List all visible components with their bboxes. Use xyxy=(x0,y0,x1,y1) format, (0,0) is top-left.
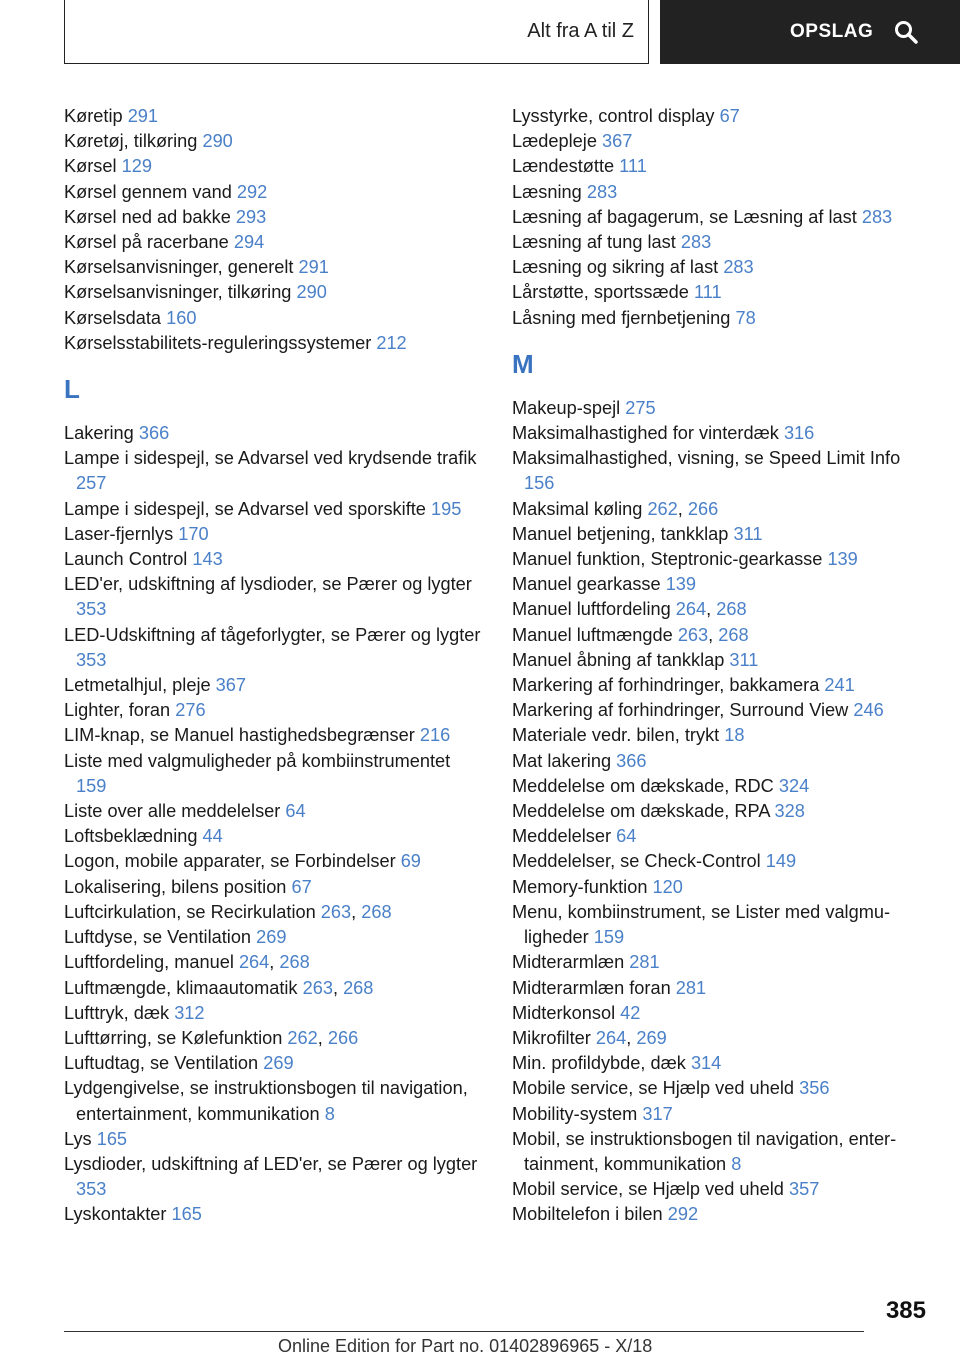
index-entry xyxy=(64,331,484,356)
footer-divider xyxy=(64,1331,864,1332)
index-column-right xyxy=(512,104,932,1228)
index-entry: Mikrofilter 264, 269 xyxy=(512,1027,667,1048)
page-reference-link[interactable]: 195 xyxy=(430,498,462,519)
index-entry xyxy=(512,875,932,900)
page-reference-link[interactable]: 281 xyxy=(675,977,707,998)
page-reference-link[interactable]: 283 xyxy=(861,206,893,227)
index-entry xyxy=(64,180,484,205)
page-reference-link[interactable]: 292 xyxy=(667,1204,699,1225)
index-entry-text: Låsning med fjernbetjening xyxy=(512,307,731,328)
index-entry xyxy=(64,205,484,230)
page-reference-link[interactable]: 263 xyxy=(320,901,352,922)
index-entry xyxy=(512,950,932,975)
page-reference-link[interactable]: 129 xyxy=(121,156,152,177)
page-reference-link[interactable]: 353 xyxy=(76,1179,107,1200)
page-reference-link[interactable]: 67 xyxy=(719,106,740,126)
page-reference-link[interactable]: 8 xyxy=(324,1103,335,1124)
page-reference-link[interactable]: 257 xyxy=(76,473,107,494)
index-entry xyxy=(512,648,932,673)
page-reference-link[interactable]: 156 xyxy=(524,473,555,494)
page-reference-link[interactable]: 64 xyxy=(285,801,306,822)
index-entry xyxy=(64,497,484,522)
index-entry xyxy=(64,421,484,446)
index-entry-text: Mobility-system xyxy=(512,1103,638,1124)
index-entry xyxy=(64,1127,484,1152)
page-reference-link[interactable]: 281 xyxy=(629,952,660,973)
index-entry xyxy=(64,1001,484,1026)
index-entry-text: LED-Udskiftning af tågeforlygter, se Pærer og lygter xyxy=(64,624,481,645)
page-reference-link[interactable]: 312 xyxy=(174,1002,205,1023)
index-entry xyxy=(512,900,932,950)
page-reference-link[interactable]: 246 xyxy=(853,700,884,721)
index-entry-text: Lampe i sidespejl, se Advarsel ved sporskifte xyxy=(64,498,426,519)
page-reference-link[interactable]: 366 xyxy=(616,750,647,771)
page-reference-link[interactable]: 262 xyxy=(287,1027,318,1048)
index-entry xyxy=(512,1001,932,1026)
index-entry-text: Manuel luftfordeling xyxy=(512,599,671,620)
page-reference-link[interactable]: 283 xyxy=(680,232,712,253)
page-reference-link[interactable]: 111 xyxy=(693,282,722,303)
index-entry-text: Kørselsanvisninger, tilkøring xyxy=(64,282,292,303)
index-entry-text: Lysstyrke, control display xyxy=(512,106,715,126)
page-reference-link[interactable]: 357 xyxy=(789,1179,820,1200)
page-reference-link[interactable]: 64 xyxy=(616,826,637,847)
page-reference-link[interactable]: 283 xyxy=(586,181,618,202)
index-entry-text: Lakering xyxy=(64,423,134,444)
index-entry-text: Læsning af bagagerum, se Læsning af last xyxy=(512,206,857,227)
page-reference-link[interactable]: 316 xyxy=(783,423,815,444)
page-reference-link[interactable]: 139 xyxy=(665,574,697,595)
index-entry-text: Køretip xyxy=(64,106,123,126)
index-entry-text: Loftsbeklædning xyxy=(64,826,198,847)
index-entry-text: Lufttørring, se Kølefunktion xyxy=(64,1027,283,1048)
index-entry-text: Meddelelser xyxy=(512,826,612,847)
page-reference-link[interactable]: 268 xyxy=(279,952,310,973)
index-entry xyxy=(64,129,484,154)
index-entry xyxy=(64,875,484,900)
page-reference-link[interactable]: 120 xyxy=(652,876,683,897)
index-entry xyxy=(512,230,932,255)
index-entry xyxy=(64,723,484,748)
index-entry xyxy=(64,925,484,950)
page-reference-link[interactable]: 311 xyxy=(733,523,763,544)
index-entry xyxy=(512,774,932,799)
index-entry: Lufttørring, se Kølefunktion 262, 266 xyxy=(64,1027,359,1048)
page-reference-link[interactable]: 44 xyxy=(202,826,223,847)
page-reference-link[interactable]: 67 xyxy=(291,876,312,897)
page-reference-link[interactable]: 241 xyxy=(824,675,855,696)
page-reference-link[interactable]: 269 xyxy=(256,927,287,948)
index-entry xyxy=(512,849,932,874)
index-column-left xyxy=(64,104,484,1228)
page-reference-link[interactable]: 269 xyxy=(636,1027,667,1048)
index-entry xyxy=(64,673,484,698)
index-entry-text: Maksimal køling xyxy=(512,498,643,519)
index-entry: Luftmængde, klimaautomatik 263, 268 xyxy=(64,977,374,998)
index-entry-text: Lyskontakter xyxy=(64,1204,167,1225)
page-reference-link[interactable]: 69 xyxy=(400,851,421,872)
index-entry xyxy=(512,280,932,305)
index-entry-text: Luftdyse, se Ventilation xyxy=(64,927,252,948)
index-entry xyxy=(64,749,484,799)
index-entry-text: Mat lakering xyxy=(512,750,612,771)
index-entry-text: Lårstøtte, sportssæde xyxy=(512,282,689,303)
section-label: OPSLAG xyxy=(790,21,874,42)
index-entry xyxy=(512,446,932,496)
index-entry xyxy=(64,230,484,255)
index-entry xyxy=(64,280,484,305)
index-entry-text: Letmetalhjul, pleje xyxy=(64,675,211,696)
index-entry xyxy=(512,1102,932,1127)
chapter-tab[interactable] xyxy=(64,0,649,64)
index-entry-text: Køretøj, tilkøring xyxy=(64,131,198,152)
page-reference-link[interactable]: 268 xyxy=(343,977,374,998)
index-entry xyxy=(64,306,484,331)
search-icon[interactable] xyxy=(893,19,919,45)
index-entry xyxy=(512,723,932,748)
page-reference-link[interactable]: 212 xyxy=(376,332,407,353)
page-reference-link[interactable]: 264 xyxy=(595,1027,627,1048)
index-entry xyxy=(64,154,484,179)
index-entry xyxy=(512,799,932,824)
index-entry-text: Liste over alle meddelelser xyxy=(64,801,281,822)
page-reference-link[interactable]: 268 xyxy=(716,599,747,620)
index-entry xyxy=(64,1076,484,1126)
page-reference-link[interactable]: 159 xyxy=(76,775,107,796)
index-entry xyxy=(512,547,932,572)
index-entry-text: Menu, kombiinstrument, se Lister med valgmuligheder xyxy=(512,901,891,948)
index-entry xyxy=(512,396,932,421)
page-reference-link[interactable]: 18 xyxy=(724,725,745,746)
index-entry xyxy=(64,1152,484,1202)
page-reference-link[interactable]: 139 xyxy=(827,549,858,570)
index-entry-text: Mobil service, se Hjælp ved uheld xyxy=(512,1179,784,1200)
page-reference-link[interactable]: 264 xyxy=(675,599,707,620)
index-entry: Manuel luftmængde 263, 268 xyxy=(512,624,749,645)
index-entry-text: Manuel åbning af tankklap xyxy=(512,649,725,670)
page-reference-link[interactable]: 311 xyxy=(729,649,759,670)
page-reference-link[interactable]: 269 xyxy=(263,1053,294,1074)
page-reference-link[interactable]: 78 xyxy=(735,307,756,328)
index-entry-text: Luftfordeling, manuel xyxy=(64,952,234,973)
page-reference-link[interactable]: 268 xyxy=(361,901,392,922)
page-reference-link[interactable]: 8 xyxy=(731,1153,742,1174)
index-entry-text: Kørselsanvisninger, generelt xyxy=(64,257,294,278)
index-entry-text: Kørsel ned ad bakke xyxy=(64,206,231,227)
page-reference-link[interactable]: 290 xyxy=(202,131,233,152)
index-entry xyxy=(64,1051,484,1076)
index-entry-text: Maksimalhastighed for vinterdæk xyxy=(512,423,779,444)
page-reference-link[interactable]: 160 xyxy=(166,307,197,328)
index-entry-text: Luftmængde, klimaautomatik xyxy=(64,977,298,998)
index-entry xyxy=(512,154,932,179)
index-entry xyxy=(64,522,484,547)
chapter-title: Alt fra A til Z xyxy=(527,20,634,42)
index-entry-text: Kørselsdata xyxy=(64,307,162,328)
page-reference-link[interactable]: 111 xyxy=(619,156,647,177)
page-reference-link[interactable]: 263 xyxy=(677,624,709,645)
page-reference-link[interactable]: 328 xyxy=(774,801,805,822)
page-reference-link[interactable]: 268 xyxy=(718,624,749,645)
index-entry-text: Meddelelse om dækskade, RDC xyxy=(512,775,774,796)
lookup-tab[interactable] xyxy=(660,0,960,64)
index-entry xyxy=(64,572,484,622)
page-reference-link[interactable]: 143 xyxy=(192,549,223,570)
page-reference-link[interactable]: 356 xyxy=(799,1078,830,1099)
page-reference-link[interactable]: 149 xyxy=(765,851,797,872)
index-entry xyxy=(512,749,932,774)
index-entry xyxy=(512,1202,932,1227)
index-entry xyxy=(512,1177,932,1202)
index-entry-text: Lædepleje xyxy=(512,131,597,152)
page-reference-link[interactable]: 159 xyxy=(593,927,625,948)
index-entry xyxy=(512,1076,932,1101)
page-reference-link[interactable]: 317 xyxy=(642,1103,673,1124)
index-entry-text: Manuel betjening, tankklap xyxy=(512,523,729,544)
page-reference-link[interactable]: 294 xyxy=(233,232,265,253)
index-entry-text: Lampe i sidespejl, se Advarsel ved krydsende trafik xyxy=(64,448,477,469)
page-reference-link[interactable]: 266 xyxy=(687,498,719,519)
page-reference-link[interactable]: 290 xyxy=(296,282,327,303)
edition-text: Online Edition for Part no. 01402896965 - X/18 xyxy=(278,1336,653,1356)
index-entry xyxy=(512,1051,932,1076)
page-reference-link[interactable]: 283 xyxy=(723,257,754,278)
page-reference-link[interactable]: 324 xyxy=(778,775,810,796)
index-entry-text: Lysdioder, udskiftning af LED'er, se Pærer og lygter xyxy=(64,1153,478,1174)
index-entry-text: Kørselsstabilitets-reguleringssystemer xyxy=(64,332,372,353)
index-entry-text: Markering af forhindringer, bakkamera xyxy=(512,675,820,696)
index-entry-text: Logon, mobile apparater, se Forbindelser xyxy=(64,851,396,872)
page-reference-link[interactable]: 353 xyxy=(76,599,107,620)
index-entry-text: LED'er, udskiftning af lysdioder, se Pærer og lygter xyxy=(64,574,472,595)
index-entry xyxy=(512,698,932,723)
page-reference-link[interactable]: 264 xyxy=(238,952,270,973)
index-entry-text: Luftcirkulation, se Recirkulation xyxy=(64,901,316,922)
index-entry xyxy=(64,1202,484,1227)
index-entry xyxy=(64,849,484,874)
index-entry xyxy=(64,799,484,824)
index-letter-heading: M xyxy=(512,348,534,379)
index-entry-text: Lydgengivelse, se instruktionsbogen til navigation, entertainment, kommunikation xyxy=(64,1078,468,1124)
index-entry-text: Læsning af tung last xyxy=(512,232,676,253)
index-entry xyxy=(64,446,484,496)
index-entry-text: Materiale vedr. bilen, trykt xyxy=(512,725,720,746)
index-entry-text: Luftudtag, se Ventilation xyxy=(64,1053,259,1074)
index-entry-text: Lys xyxy=(64,1128,92,1149)
index-entry-text: Kørsel gennem vand xyxy=(64,181,232,202)
page-reference-link[interactable]: 366 xyxy=(138,423,170,444)
page-reference-link[interactable]: 291 xyxy=(298,257,329,278)
page-number: 385 xyxy=(885,1297,926,1324)
index-entry-text: Midterarmlæn foran xyxy=(512,977,671,998)
page-reference-link[interactable]: 293 xyxy=(235,206,267,227)
page-reference-link[interactable]: 263 xyxy=(302,977,333,998)
page-reference-link[interactable]: 216 xyxy=(419,725,451,746)
index-entry xyxy=(512,180,932,205)
index-entry-text: LIM-knap, se Manuel hastighedsbegrænser xyxy=(64,725,415,746)
index-entry-text: Mobiltelefon i bilen xyxy=(512,1204,663,1225)
index-letter-heading: L xyxy=(64,374,80,405)
index-entry-text: Markering af forhindringer, Surround View xyxy=(512,700,849,721)
index-entry-text: Læsning xyxy=(512,181,582,202)
index-entry-text: Kørsel xyxy=(64,156,117,177)
page-reference-link[interactable]: 367 xyxy=(215,675,247,696)
page-reference-link[interactable]: 291 xyxy=(127,106,159,126)
index-entry xyxy=(512,306,932,331)
page-reference-link[interactable]: 170 xyxy=(178,523,209,544)
page-reference-link[interactable]: 292 xyxy=(236,181,268,202)
index-entry xyxy=(512,421,932,446)
index-entry xyxy=(512,255,932,280)
index-entry xyxy=(64,698,484,723)
index-entry-text: Min. profildybde, dæk xyxy=(512,1053,686,1074)
index-entry-text: Lighter, foran xyxy=(64,700,171,721)
page-reference-link[interactable]: 276 xyxy=(175,700,206,721)
page-reference-link[interactable]: 165 xyxy=(171,1204,202,1225)
index-entry xyxy=(512,104,932,129)
index-entry xyxy=(64,547,484,572)
index-entry xyxy=(512,522,932,547)
index-entry xyxy=(64,623,484,673)
index-entry xyxy=(64,104,484,129)
index-entry-text: Mobile service, se Hjælp ved uheld xyxy=(512,1078,795,1099)
index-entry-text: Laser-fjernlys xyxy=(64,523,174,544)
index-entry-text: Lokalisering, bilens position xyxy=(64,876,287,897)
page-reference-link[interactable]: 42 xyxy=(620,1002,641,1023)
index-entry-text: Midterkonsol xyxy=(512,1002,616,1023)
index-entry xyxy=(512,129,932,154)
index-entry: Luftfordeling, manuel 264, 268 xyxy=(64,952,310,973)
index-entry xyxy=(512,205,932,230)
page-reference-link[interactable]: 367 xyxy=(602,131,633,152)
index-entry-text: Meddelelser, se Check-Control xyxy=(512,851,761,872)
index-entry-text: Læsning og sikring af last xyxy=(512,257,719,278)
index-entry-text: Lændestøtte xyxy=(512,156,615,177)
index-entry-text: Launch Control xyxy=(64,549,188,570)
page-reference-link[interactable]: 353 xyxy=(76,649,107,670)
index-entry: Maksimal køling 262, 266 xyxy=(512,498,719,519)
index-entry xyxy=(512,824,932,849)
index-entry xyxy=(64,255,484,280)
index-entry: Luftcirkulation, se Recirkulation 263, 268 xyxy=(64,901,392,922)
index-entry xyxy=(512,1127,932,1177)
index-entry-text: Manuel funktion, Steptronic-gearkasse xyxy=(512,549,823,570)
index-entry-text: Memory-funktion xyxy=(512,876,648,897)
index-entry: Manuel luftfordeling 264, 268 xyxy=(512,599,747,620)
index-entry-text: Mobil, se instruktionsbogen til navigation, entertainment, kommunikation xyxy=(512,1128,897,1174)
index-entry-text: Manuel gearkasse xyxy=(512,574,661,595)
index-entry-text: Manuel luftmængde xyxy=(512,624,673,645)
page-reference-link[interactable]: 165 xyxy=(96,1128,128,1149)
page-reference-link[interactable]: 262 xyxy=(647,498,678,519)
index-entry-text: Meddelelse om dækskade, RPA xyxy=(512,801,770,822)
index-entry-text: Kørsel på racerbane xyxy=(64,232,229,253)
page-reference-link[interactable]: 275 xyxy=(625,397,656,418)
index-entry-text: Mikrofilter xyxy=(512,1027,591,1048)
index-entry xyxy=(512,673,932,698)
index-entry-text: Lufttryk, dæk xyxy=(64,1002,170,1023)
page-reference-link[interactable]: 314 xyxy=(690,1053,722,1074)
page-reference-link[interactable]: 266 xyxy=(327,1027,359,1048)
index-entry xyxy=(64,824,484,849)
index-entry xyxy=(512,572,932,597)
index-entry-text: Maksimalhastighed, visning, se Speed Limit Info xyxy=(512,448,901,469)
index-entry-text: Liste med valgmuligheder på kombiinstrumentet xyxy=(64,750,451,771)
index-entry xyxy=(512,976,932,1001)
index-entry-text: Midterarmlæn xyxy=(512,952,625,973)
index-entry-text: Makeup-spejl xyxy=(512,397,621,418)
